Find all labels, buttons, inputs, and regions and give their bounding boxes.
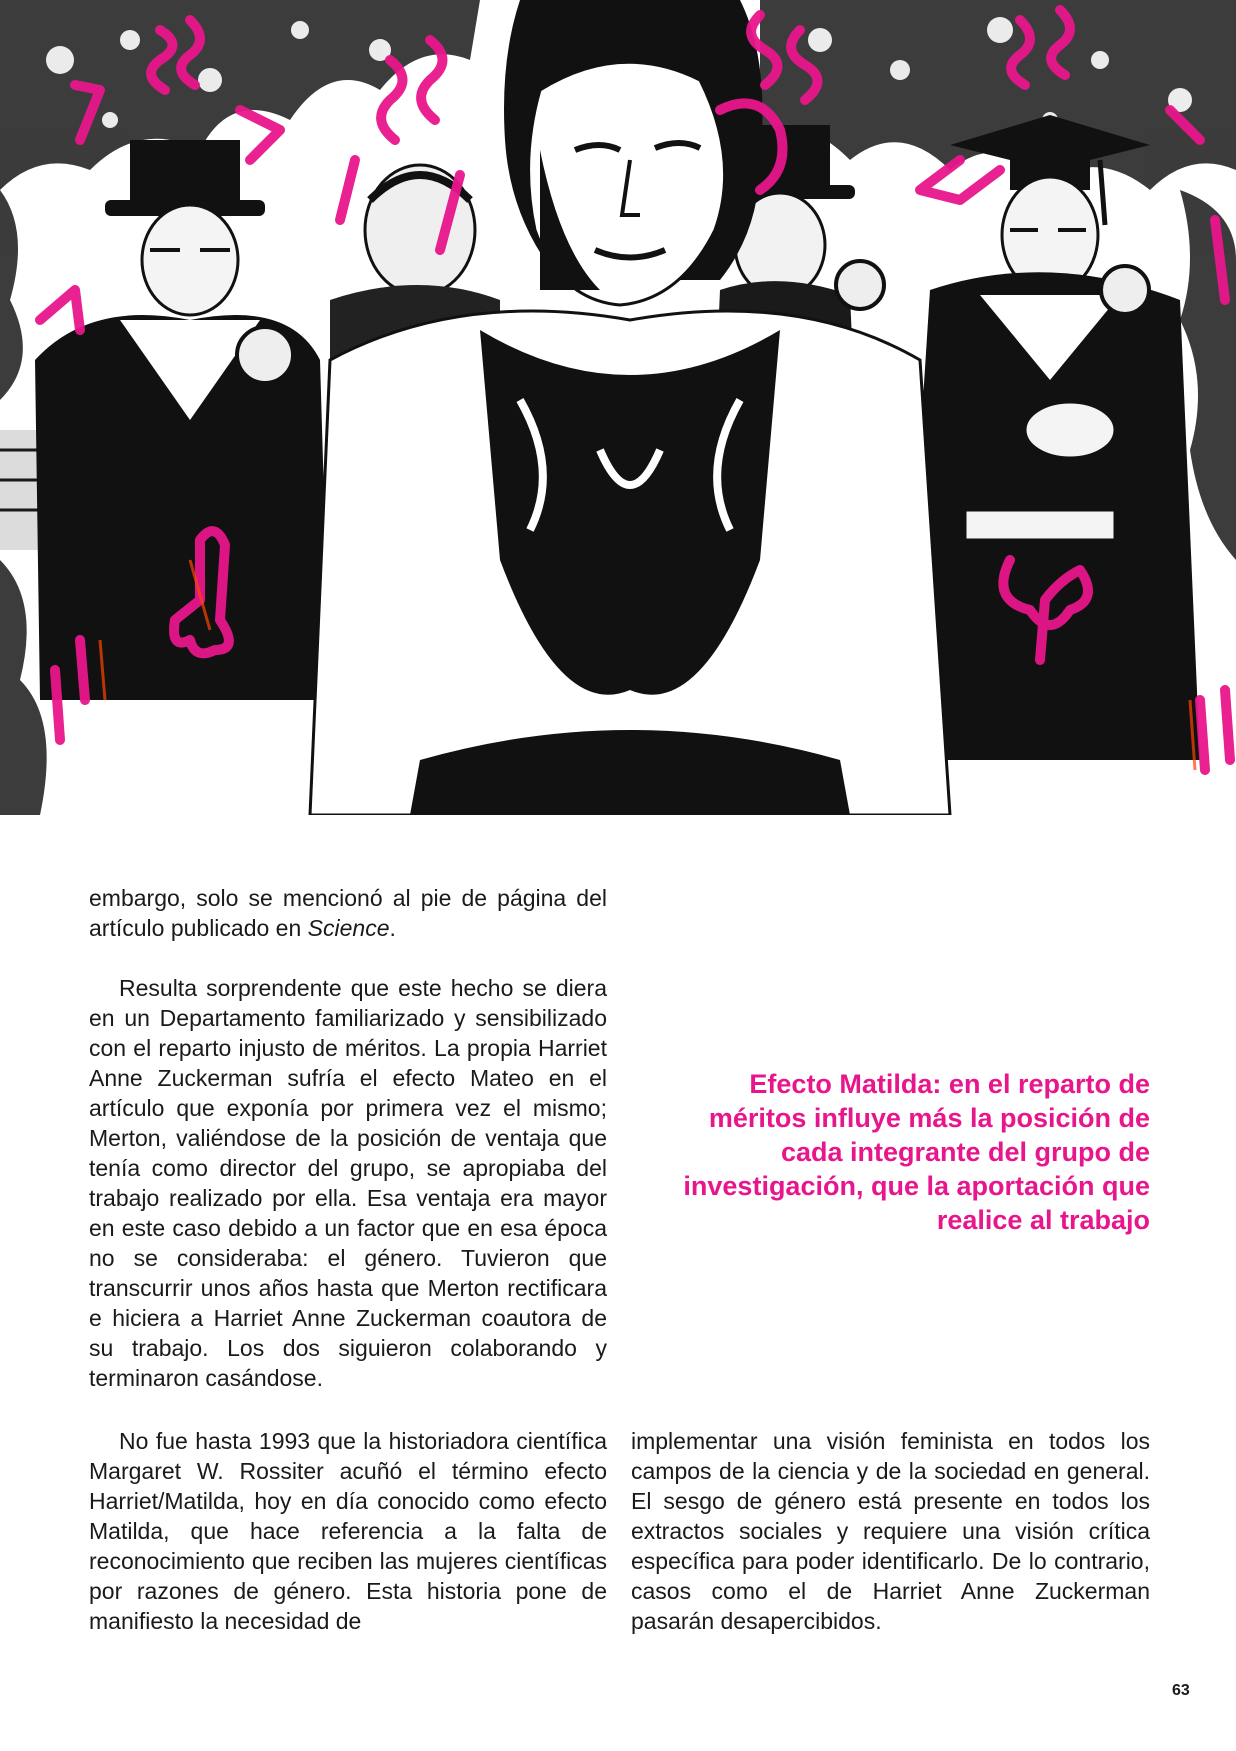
- article-column-right-lower: [631, 1426, 1150, 1636]
- page-number: 63: [1172, 1682, 1190, 1699]
- article-column-left-lower: [89, 1426, 607, 1636]
- paragraph-rossiter: No fue hasta 1993 que la historiadora científica Margaret W. Rossiter acuñó el término efecto Harriet/Matilda, hoy en día conocido como efecto Matilda, que hace referencia a la falta de reconocimiento que reciben las mujeres científicas por razones de género. Esta historia pone de manifiesto la necesidad de: [89, 1428, 607, 1634]
- paragraph-merton: Resulta sorprendente que este hecho se diera en un Departamento familiarizado y sensibilizado con el reparto injusto de méritos. La propia Harriet Anne Zuckerman sufría el efecto Mateo en el artículo que exponía por primera vez el mismo; Merton, valiéndose de la posición de ventaja que tenía como director del grupo, se apropiaba del trabajo realizado por ella. Esa ventaja era mayor en este caso debido a un factor que en esa época no se consideraba: el género. Tuvieron que transcurrir unos años hasta que Merton rectificara e hiciera a Harriet Anne Zuckerman coautora de su trabajo. Los dos siguieron colaborando y terminaron casándose.: [89, 975, 607, 1391]
- paragraph-conclusion: implementar una visión feminista en todos los campos de la ciencia y de la sociedad en general. El sesgo de género está presente en todos los extractos sociales y requiere una visión crítica específica para poder identificarlo. De lo contrario, casos como el de Harriet Anne Zuckerman pasarán desapercibidos.: [631, 1428, 1150, 1634]
- journal-name: Science: [307, 915, 390, 941]
- woman-portrait-icon: [0, 0, 1236, 815]
- hero-illustration: [0, 0, 1236, 815]
- pull-quote: Efecto Matilda: en el reparto de méritos influye más la posición de cada integrante del grupo de investigación, que la aportación que realice al trabajo: [683, 1069, 1150, 1235]
- paragraph-continuation: embargo, solo se mencionó al pie de página del artículo publicado en Science.: [89, 885, 607, 941]
- article-column-left-upper: [89, 883, 607, 1393]
